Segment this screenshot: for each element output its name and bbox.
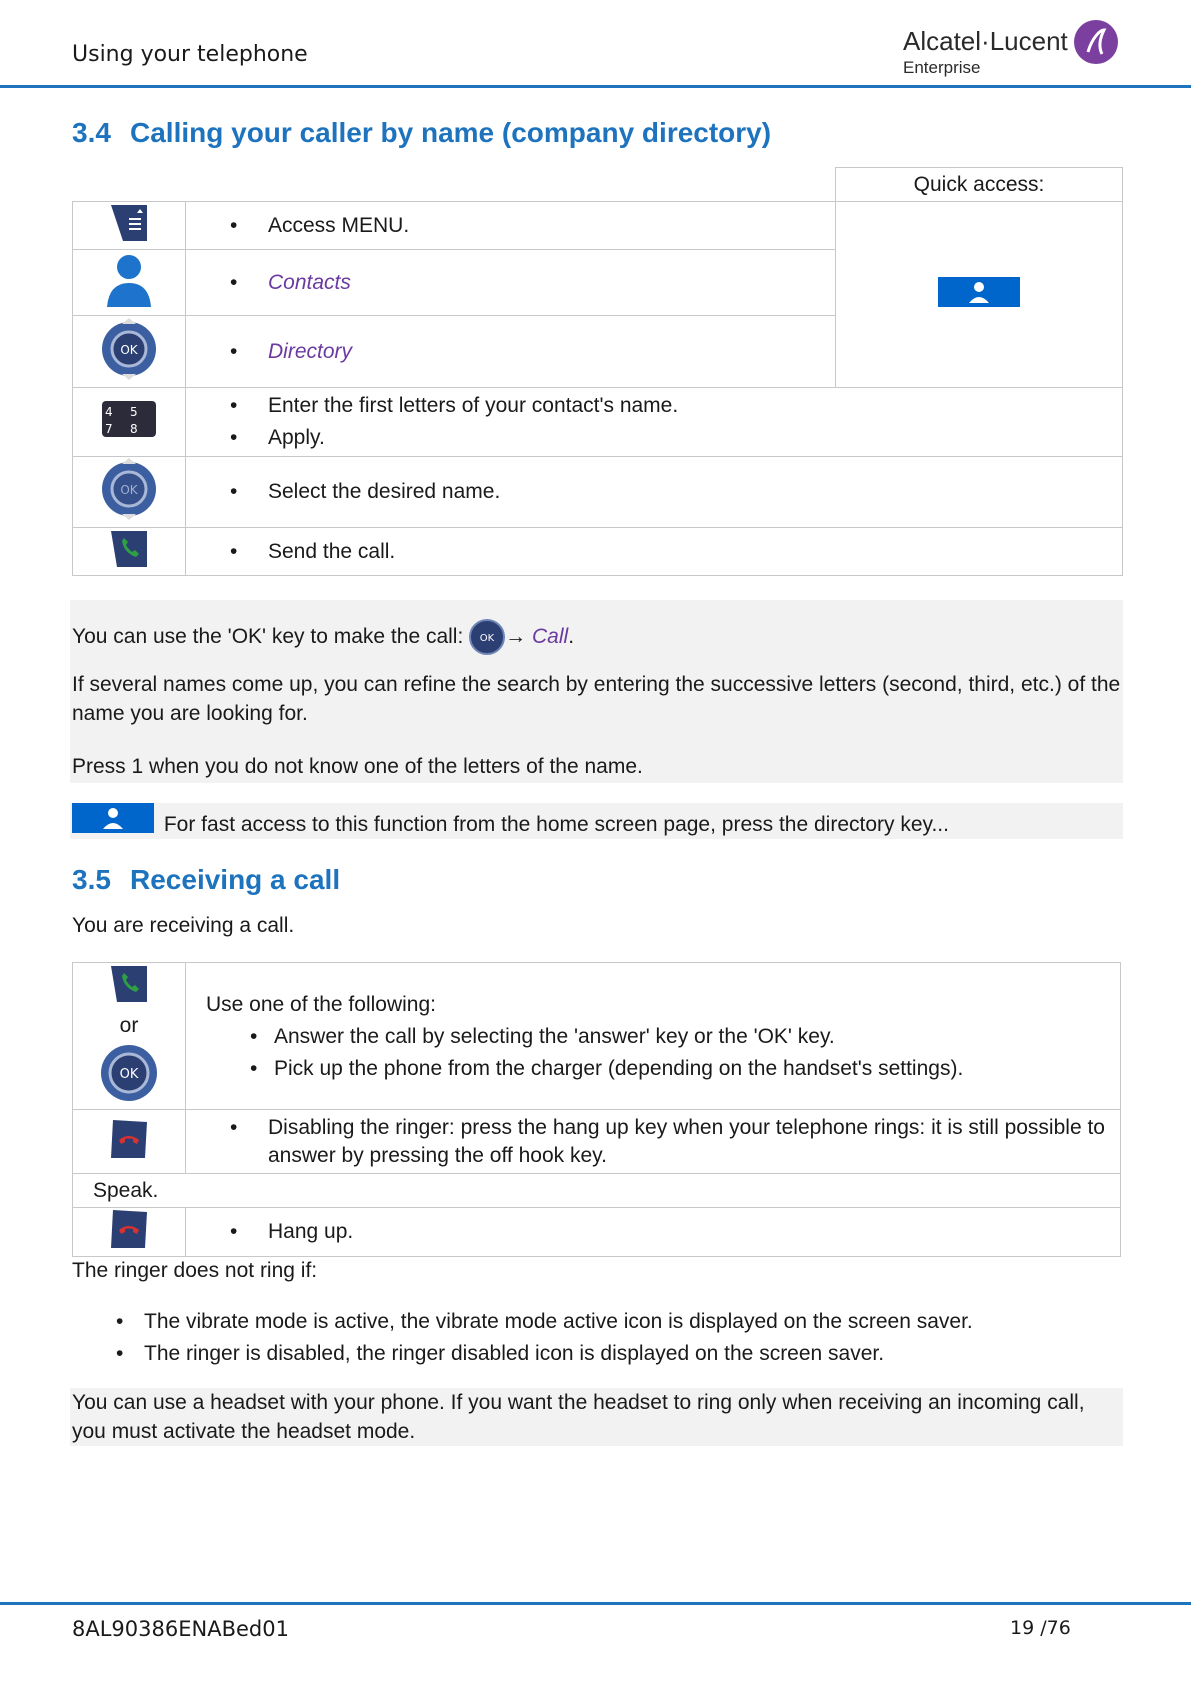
hang-up-key-icon (109, 1208, 149, 1250)
table-row (73, 388, 1123, 457)
header-divider (0, 85, 1191, 88)
ok-key-icon (469, 619, 505, 655)
call-link[interactable]: Call (532, 625, 569, 648)
navigation-key-icon (100, 318, 158, 380)
directory-quick-key[interactable] (938, 277, 1020, 307)
footer-divider (0, 1602, 1191, 1605)
table-row (73, 202, 1123, 250)
use-following-label: Use one of the following: (206, 992, 436, 1016)
svg-text:7: 7 (105, 422, 113, 436)
document-reference: 8AL90386ENABed01 (72, 1617, 289, 1641)
header-title: Using your telephone (72, 42, 308, 67)
tip-bar (70, 803, 1123, 839)
disable-ringer-text: • Disabling the ringer: press the hang up key when your telephone rings: it is still possible to answer by pressing the off hook key. (186, 1110, 1121, 1174)
speak-text: Speak. (73, 1174, 1121, 1208)
off-hook-key-icon (109, 529, 149, 569)
note-press-one: Press 1 when you do not know one of the letters of the name. (72, 755, 643, 778)
step-send-call: • Send the call. (186, 528, 1123, 576)
ringer-intro: The ringer does not ring if: (72, 1259, 318, 1282)
note-refine-search: If several names come up, you can refine the search by entering the successive letters (second, third, etc.) of the name you are looking for. (72, 673, 1121, 725)
person-icon (938, 277, 1020, 307)
ringer-conditions-list (72, 1306, 1132, 1370)
svg-text:5: 5 (130, 405, 138, 419)
option-pickup: • Pick up the phone from the charger (depending on the handset's settings). (206, 1053, 1120, 1085)
directory-quick-key[interactable] (72, 803, 154, 833)
tip-text: For fast access to this function from the home screen page, press the directory key... (163, 813, 949, 836)
menu-key-icon (109, 203, 149, 243)
person-icon (72, 803, 154, 833)
table-row (73, 457, 1123, 528)
section-heading-3-4: 3.4 Calling your caller by name (company directory) (72, 117, 772, 148)
keypad-icon (102, 401, 156, 437)
table-row (73, 1110, 1121, 1174)
step-apply: • Apply. (186, 422, 1122, 454)
headset-note: You can use a headset with your phone. If you want the headset to ring only when receiving an incoming call, you must activate the headset mode. (70, 1388, 1123, 1446)
section-heading-3-5: 3.5 Receiving a call (72, 864, 341, 895)
quick-access-label: Quick access: (836, 168, 1123, 202)
brand-logo-text: Alcatel·Lucent (903, 26, 1068, 56)
svg-text:OK: OK (479, 633, 495, 645)
or-label: or (119, 1014, 139, 1037)
page-number: 19 /76 (1010, 1617, 1071, 1639)
contacts-icon (105, 253, 153, 307)
svg-text:8: 8 (130, 422, 138, 436)
step-enter-letters: • Enter the first letters of your contact's name. (186, 390, 1122, 422)
hang-up-key-icon (109, 1118, 149, 1160)
svg-text:OK: OK (120, 483, 138, 497)
list-item: • The vibrate mode is active, the vibrate mode active icon is displayed on the screen saver. (72, 1306, 1132, 1338)
list-item: • The ringer is disabled, the ringer disabled icon is displayed on the screen saver. (72, 1338, 1132, 1370)
ok-key-label: OK (119, 1067, 139, 1082)
table-row (73, 1174, 1121, 1208)
table-row (73, 1208, 1121, 1257)
navigation-key-icon (100, 458, 158, 520)
note-ok-key-text: You can use the 'OK' key to make the call: (72, 625, 464, 648)
option-answer: • Answer the call by selecting the 'answer' key or the 'OK' key. (206, 1021, 1120, 1053)
ok-key-icon (100, 1044, 158, 1102)
svg-text:4: 4 (105, 405, 113, 419)
table-row (73, 528, 1123, 576)
off-hook-key-icon (109, 964, 149, 1004)
note-box: You can use the 'OK' key to make the call: OK → Call. If several names come up, you can refine the search by entering the successive letters (second, third, etc.) of the name you are looking for. Press 1 when you do not know one of the letters of the name. (70, 600, 1123, 783)
svg-text:OK: OK (120, 342, 138, 357)
hang-up-text: • Hang up. (186, 1208, 1121, 1257)
receiving-table (72, 962, 1121, 1257)
directory-link[interactable]: Directory (268, 339, 353, 363)
step-access-menu: • Access MENU. (186, 202, 836, 250)
alcatel-logo-icon (1074, 20, 1118, 64)
receiving-intro: You are receiving a call. (72, 914, 295, 937)
directory-steps-table (72, 167, 1123, 576)
table-row (73, 963, 1121, 1110)
arrow-icon: → (505, 625, 527, 648)
contacts-link[interactable]: Contacts (268, 270, 351, 294)
brand-logo-subtitle: Enterprise (903, 58, 981, 77)
step-select-name: • Select the desired name. (186, 457, 1123, 528)
